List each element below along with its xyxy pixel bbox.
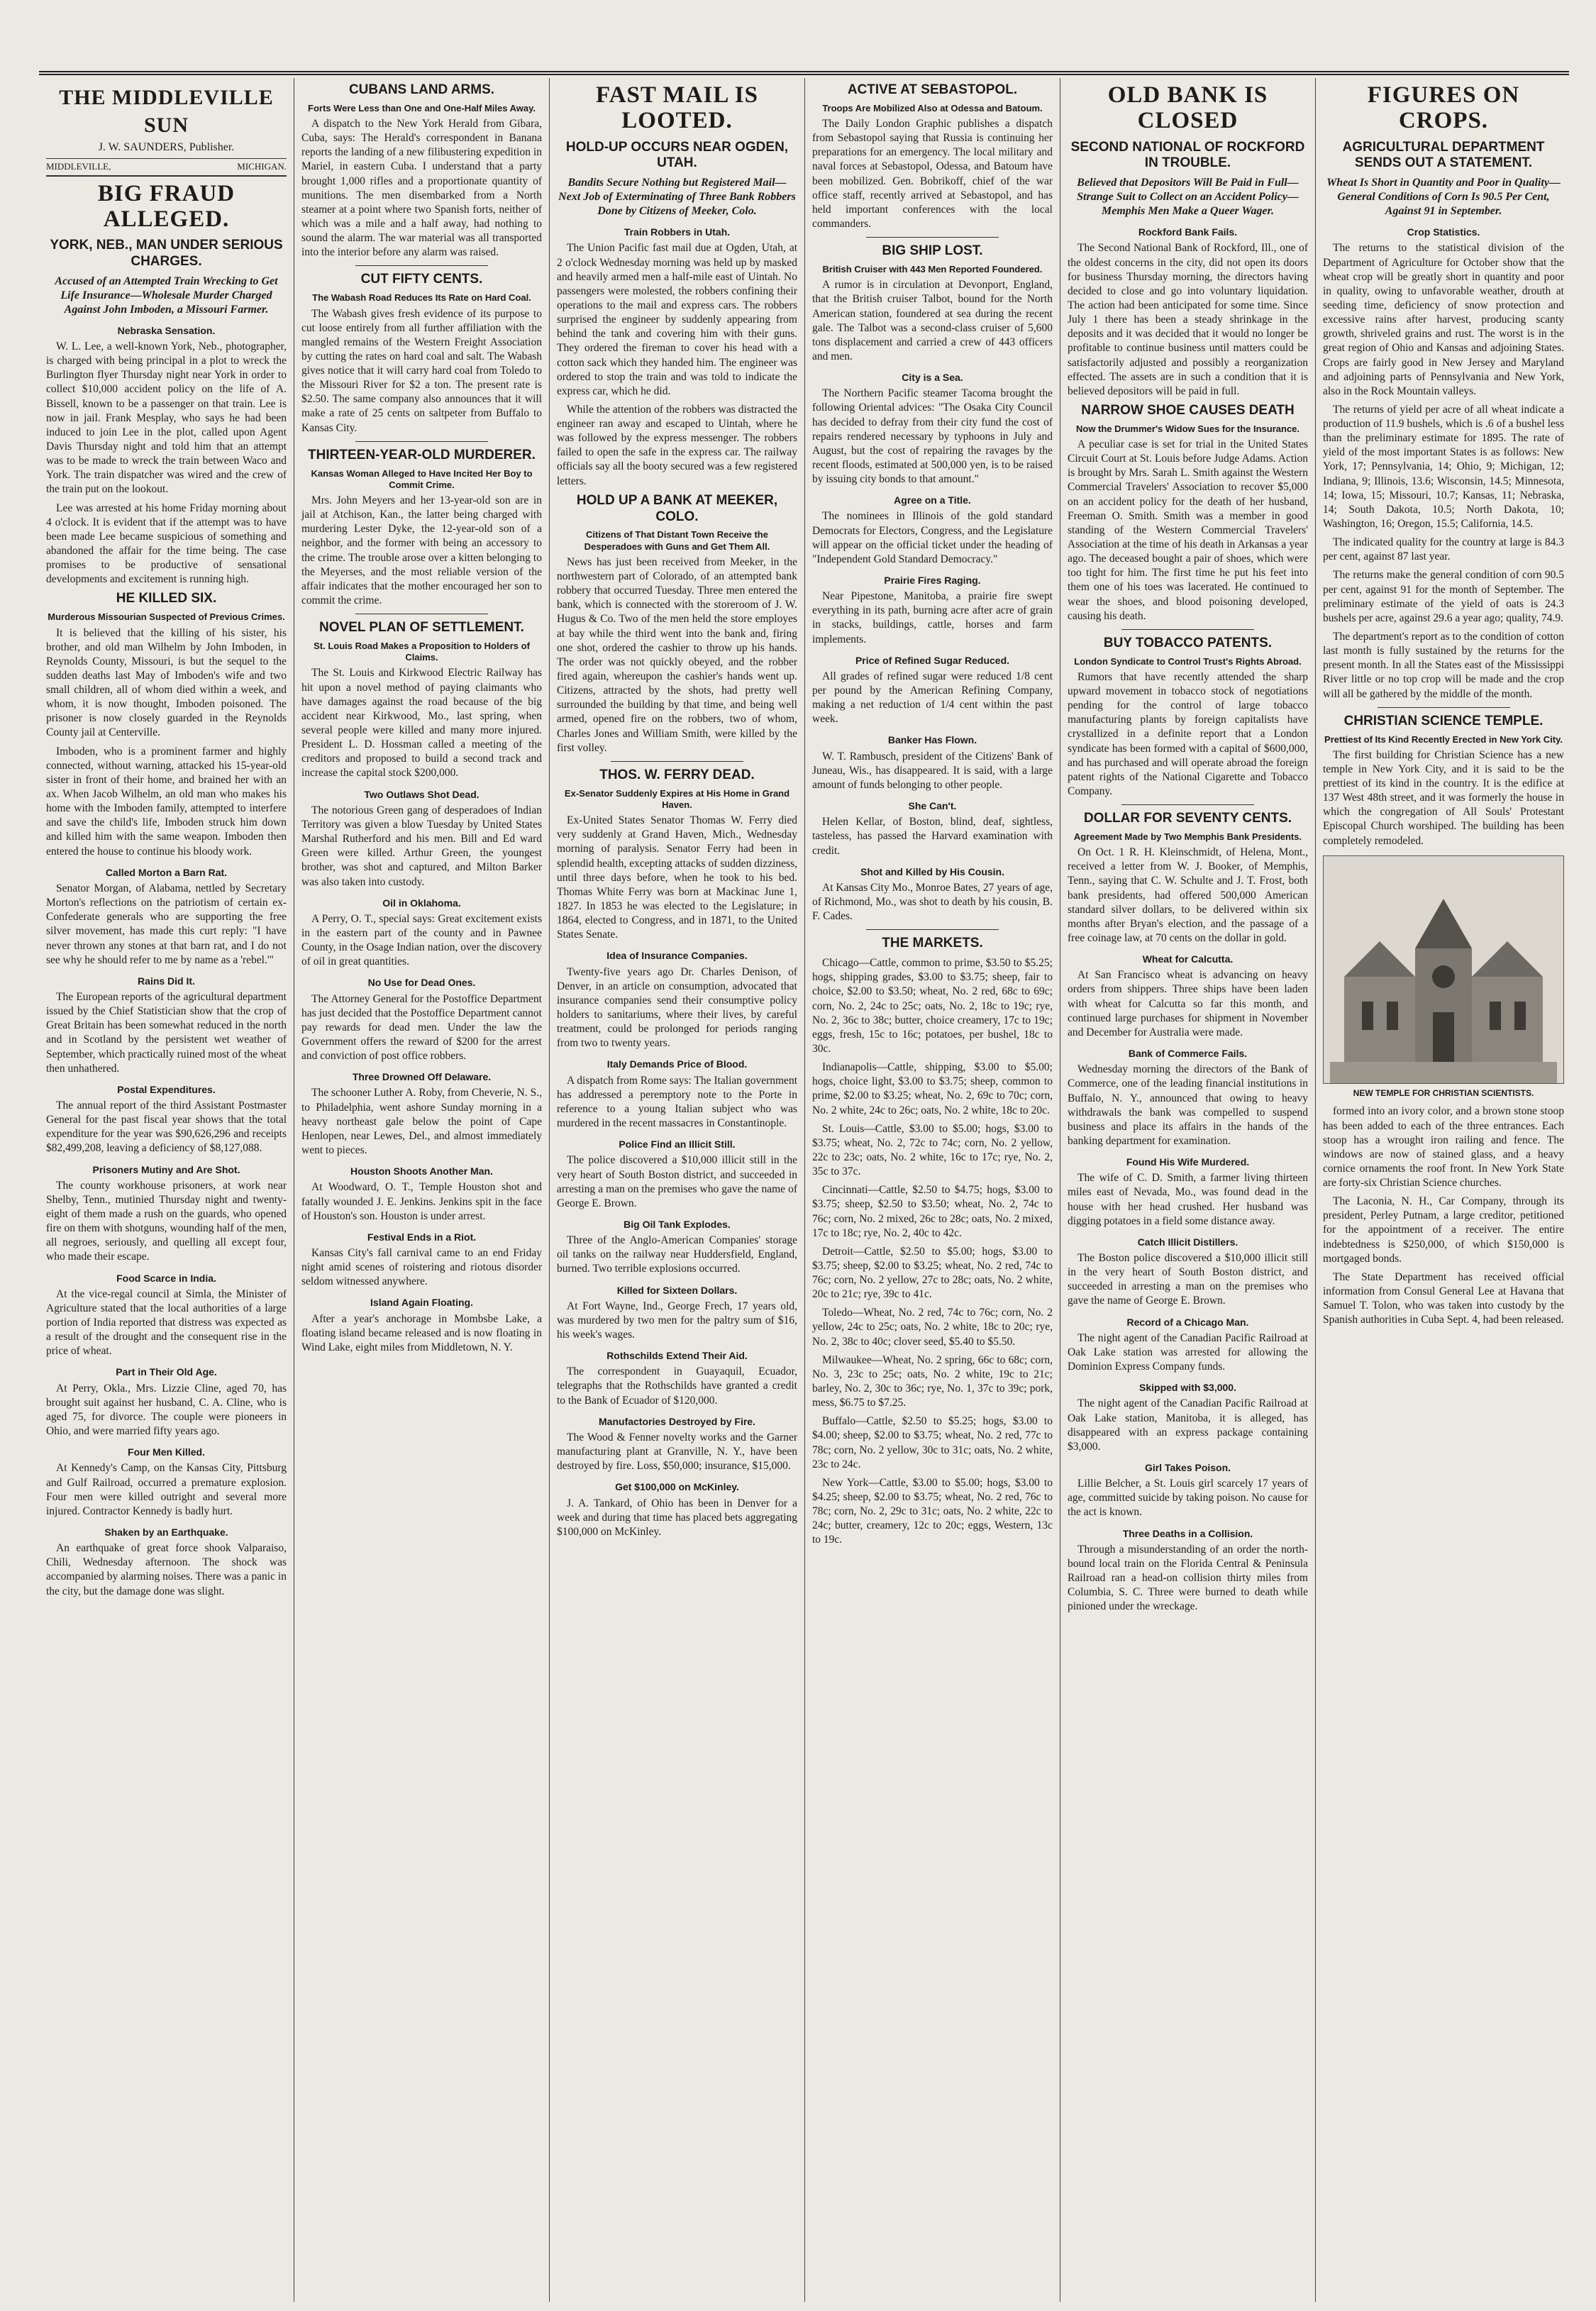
article-paragraph: Senator Morgan, of Alabama, nettled by Secretary Morton's reflections on the patriotism of certain ex-Confederate generals who are supporting the free silver movement, has made this curt reply: "I have never thrown any stones at that barn rat, and I do not see why he should refer to me by name as a 'rebel.'" [46,882,287,966]
article-paragraph: The returns of yield per acre of all wheat indicate a production of 11.9 bushels, which is .6 of a bushel less than the preliminary estimate for 1895. The rate of yield of the most important States is as follows: New York, 17; Pennsylvania, 14; Ohio, 9; Michigan, 12; Indiana, 9; Illinois, 13.6; Wisconsin, 14.5; Minnesota, 14; Iowa, 15; Missouri, 10.7; Kansas, 11; Nebraska, 14; South Dakota, 10.5; North Dakota, 10; Washington, 16; Oregon, 15.5; California, 14.5. [1323,403,1564,531]
section-deck: St. Louis Road Makes a Proposition to Holders of Claims. [314,640,530,663]
article-paragraph: Wednesday morning the directors of the Bank of Commerce, one of the leading financial institutions in Buffalo, N. Y., announced that owing to heavy withdrawals the bank was compelled to suspend business and place its affairs in the hands of the banking department for examination. [1068,1063,1308,1147]
headline: BIG FRAUD ALLEGED. [97,180,235,232]
article-paragraph: At Fort Wayne, Ind., George Frech, 17 years old, was murdered by two men for the paltry sum of $16, his week's wages. [557,1299,797,1341]
article-paragraph: W. T. Rambusch, president of the Citizens' Bank of Juneau, Wis., has disappeared. It is said, with a large amount of funds belonging to other people. [812,750,1053,791]
section-title: Rothschilds Extend Their Aid. [606,1350,748,1362]
section-deck: Ex-Senator Suddenly Expires at His Home in Grand Haven. [564,787,790,810]
columns [39,78,1571,2302]
article-paragraph: The police discovered a $10,000 illicit still in the very heart of South Boston district, and succeeded in arresting a man on the premises who gave the name of George E. Brown. [557,1154,797,1209]
section-title: Houston Shoots Another Man. [350,1165,493,1177]
dateline [46,158,287,177]
divider [1121,804,1253,805]
divider [1121,629,1253,630]
article-paragraph: The Daily London Graphic publishes a dispatch from Sebastopol saying that Russia is continuing her preparations for an emergency. The local military and naval forces at Sebastopol, Odessa, and Batoum have been mobilized. Gen. Bobrikoff, chief of the war office staff, recently arrived at Sebastopol, and has held important conferences with the local commanders. [812,118,1053,231]
article-paragraph: At the vice-regal council at Simla, the Minister of Agriculture stated that the local authorities of a large portion of India reported that distress was expected as a result of the drought and the consequent rise in the price of wheat. [46,1287,287,1358]
article-paragraph: An earthquake of great force shook Valparaiso, Chili, Wednesday afternoon. The shock was accompanied by alarming noises. There was a panic in the city, but the damage done was slight. [46,1542,287,1597]
divider [1378,707,1510,708]
top-rule [39,71,1569,75]
article-paragraph: Twenty-five years ago Dr. Charles Denison, of Denver, in an article on consumption, advocated that insurance companies send their consumptive policy holders to sanitariums, where their lives, by careful treatment, could be prolonged for periods ranging from two to twenty years. [557,965,797,1050]
section-title: Prairie Fires Raging. [884,574,981,586]
market-report: Detroit—Cattle, $2.50 to $5.00; hogs, $3.00 to $3.75; sheep, $2.00 to $3.25; wheat, No. 2 red, 74c to 76c; corn, No. 2 yellow, 27c to 28c; oats, No. 2 white, 20c to 21c; rye, 39c to 41c. [812,1245,1053,1301]
market-report: Milwaukee—Wheat, No. 2 spring, 66c to 68c; corn, No. 3, 23c to 25c; oats, No. 2 white, 19c to 21c; barley, No. 2, 30c to 36c; rye, No. 1, 37c to 39c; pork, mess, $6.75 to $7.25. [812,1353,1053,1409]
article-paragraph: While the attention of the robbers was distracted the engineer ran away and escaped to Uintah, where he was followed by the express messenger. The robbers failed to open the safe in the express car. The railway officials say all the booty secured was a few registered letters. [557,403,797,487]
divider [355,441,487,442]
section-deck: Forts Were Less than One and One-Half Miles Away. [308,102,536,113]
divider [355,265,487,266]
section-title: Big Oil Tank Explodes. [624,1218,731,1230]
section-title: Manufactories Destroyed by Fire. [599,1415,755,1427]
market-report: New York—Cattle, $3.00 to $5.00; hogs, $3.00 to $4.25; sheep, $2.00 to $3.75; wheat, No. 2 red, 76c to 78c; corn, No. 2, 29c to 31c; oats, No. 2 white, 22c to 24c; butter, creamery, 12c to 20c; eggs, Western, 13c to 19c. [812,1476,1053,1546]
article-paragraph: A rumor is in circulation at Devonport, England, that the British cruiser Talbot, bound for the North American station, foundered at sea during the recent gale. The Talbot was a second-class cruiser of 5,600 tons displacement and carried a crew of 443 officers and men. [812,279,1053,362]
section-title: Three Drowned Off Delaware. [352,1071,492,1083]
section-deck: Now the Drummer's Widow Sues for the Insurance. [1075,423,1300,434]
article-paragraph: A peculiar case is set for trial in the United States Circuit Court at St. Louis before Judge Adams. Action is brought by Mrs. Sarah L. Smith against the Western Commercial Travelers' Association to recover $5,000 on an accident policy for the death of her husband, Freeman O. Smith. Smith was a member in good standing of the Western Commercial Travelers' Association at the time of his death in Arkansas a year ago. The deceased bought a pair of shoes, which were too tight for him. The first time he put his feet into them one of his toes was lacerated. He continued to wear the shoes, and blood poisoning developed, causing his death. [1068,438,1308,622]
article-paragraph: It is believed that the killing of his sister, his brother, and old man Wilhelm by John Imboden, in Reynolds County, Missouri, is but the sequel to the sudden deaths last May of Imboden's wife and two small children, all of whom died within a week, and whom, it is now thought, Imboden poisoned. The prisoner is now closely guarded in the Reynolds County jail at Centerville. [46,626,287,739]
article-paragraph: The Northern Pacific steamer Tacoma brought the following Oriental advices: "The Osaka City Council has decided to defray from their city fund the cost of repairs rendered necessary by typhoons in July and August, but the cost of repairing the ravages by the recent floods, estimated at 500,000 yen, is to be raised by issuing city bonds to that amount." [812,387,1053,486]
section-title: Rockford Bank Fails. [1138,226,1238,238]
section-deck: Agreement Made by Two Memphis Bank Presidents. [1073,831,1302,842]
article-paragraph: Imboden, who is a prominent farmer and highly connected, without warning, attacked his 15-year-old sister in front of their home, and brained her with an ax. When Jacob Wilhelm, an old man who makes his home with the Imboden family, attempted to interfere and save the child's life, Imboden struck him down and killed him with the same weapon. Imboden then entered the house to continue his bloody work. [46,745,287,858]
article-paragraph: Lillie Belcher, a St. Louis girl scarcely 17 years of age, committed suicide by taking poison. No cause for the act is known. [1068,1478,1308,1519]
section-title: Get $100,000 on McKinley. [615,1481,739,1493]
section-title: Agree on a Title. [894,494,971,506]
section-title: Postal Expenditures. [117,1083,216,1095]
section-headline: BUY TOBACCO PATENTS. [1103,635,1273,650]
section-title: Bank of Commerce Fails. [1128,1048,1248,1060]
article-paragraph: Rumors that have recently attended the sharp upward movement in tobacco stock of negotiations pending for the control of large tobacco manufacturing plants by foreign capitalists have crystallized in a definite report that a London syndicate has been formed with a capital of $600,000, and has purchased and will operate abroad the foreign patent rights of the National Cigarette and Tobacco Company. [1068,670,1308,797]
section-headline: HOLD UP A BANK AT MEEKER, COLO. [576,492,778,524]
section-title: Nebraska Sensation. [117,324,216,336]
section-deck: Prettiest of Its Kind Recently Erected in New York City. [1324,733,1563,745]
article-paragraph: The county workhouse prisoners, at work near Shelby, Tenn., mutinied Thursday night and twenty-eight of them made a rush on the guards, who opened fire on them with shotguns, wounding half of the men, all negroes, seriously, and quelling all except four, who made their escape. [46,1179,287,1263]
section-headline: NOVEL PLAN OF SETTLEMENT. [319,620,524,636]
column-4 [805,78,1060,2302]
article-paragraph: The correspondent in Guayaquil, Ecuador, telegraphs that the Rothschilds have granted a credit to the Bank of Ecuador of $120,000. [557,1365,797,1407]
article-paragraph: formed into an ivory color, and a brown stone stoop has been added to each of the three entrances. Each stoop has a wrought iron railing and fence. The windows are now of stained glass, and a heavy cornice ornaments the roof front. In New York State are forty-six Christian Science churches. [1323,1105,1564,1190]
subhead: AGRICULTURAL DEPARTMENT SENDS OUT A STATEMENT. [1342,139,1545,171]
article-paragraph: Lee was arrested at his home Friday morning about 4 o'clock. It is evident that if the attempt was to have been made Lee became suspicious of something and abandoned the affair for the time being. The case promises to be productive of sensational developments and excitement is running high. [46,501,287,586]
article-paragraph: At Woodward, O. T., Temple Houston shot and fatally wounded J. E. Jenkins. Jenkins spit in the face of Houston's son. Houston is under arrest. [301,1181,542,1222]
article-paragraph: The notorious Green gang of desperadoes of Indian Territory was given a blow Tuesday by United States Marshal Rutherford and his men. Bill and Ed ward Green were killed. Arthur Green, the youngest brother, was shot and captured, and Milton Barker was also taken into custody. [301,804,542,888]
article-paragraph: The first building for Christian Science has a new temple in New York City, and it is said to be the prettiest of its kind in the country. It is the edifice at 137 West 48th street, and it was formerly the house in which the congregation of All Souls' Protestant Episcopal Church worshiped. The building has been completely remodeled. [1323,748,1564,847]
headline: FIGURES ON CROPS. [1367,82,1520,134]
market-report: St. Louis—Cattle, $3.00 to $5.00; hogs, $3.00 to $3.75; wheat, No. 2, 72c to 74c; corn, No. 2 yellow, 22c to 23c; oats, No. 2 white, 16c to 17c; rye, No. 2, 35c to 37c. [812,1122,1053,1178]
article-paragraph: Ex-United States Senator Thomas W. Ferry died very suddenly at Grand Haven, Mich., Wednesday morning of paralysis. Senator Ferry had been in splendid health, excepting attacks of sudden dizziness, until three days before, when he took to his bed. Thomas White Ferry was born at Mackinac June 1, 1827. In 1853 he was elected to the Legislature; in 1864, elected to Congress, and in 1871, to the United States Senate. [557,814,797,941]
article-paragraph: The schooner Luther A. Roby, from Cheverie, N. S., to Philadelphia, went ashore Sunday morning in a heavy northeast gale below the point of Cape Henlopen, near Lewes, Del., and almost immediately went to pieces. [301,1087,542,1157]
temple-illustration [1323,855,1564,1084]
article-paragraph: Near Pipestone, Manitoba, a prairie fire swept everything in its path, burning acre after acre of grain in stacks, buildings, cattle, horses and farm implements. [812,590,1053,645]
article-paragraph: The annual report of the third Assistant Postmaster General for the past fiscal year shows that the total expenditure for the year was $90,626,296 and receipts $82,499,208, leaving a deficiency of $8,127,088. [46,1099,287,1155]
article-paragraph: Kansas City's fall carnival came to an end Friday night amid scenes of roistering and riotous disorder seldom witnessed anywhere. [301,1246,542,1288]
article-paragraph: The night agent of the Canadian Pacific Railroad at Oak Lake station was arrested for allowing the Dominion Express Company funds. [1068,1331,1308,1373]
column-1 [39,78,294,2302]
article-paragraph: A Perry, O. T., special says: Great excitement exists in the eastern part of the county and in Pawnee County, in the Osage Indian nation, over the discovery of oil in great quantities. [301,912,542,968]
market-report: Cincinnati—Cattle, $2.50 to $4.75; hogs, $3.00 to $3.75; sheep, $2.50 to $3.50; wheat, No. 2, 74c to 76c; corn, No. 2 mixed, 26c to 28c; oats, No. 2 mixed, 17c to 18c; rye, No. 2, 40c to 42c. [812,1184,1053,1239]
section-title: Wheat for Calcutta. [1142,953,1234,965]
section-title: Rains Did It. [138,975,195,987]
article-paragraph: At San Francisco wheat is advancing on heavy orders from shippers. Three ships have been laden with wheat for Calcutta so far this month, and continued large purchases for shipment in November and December for Australia were made. [1068,969,1308,1038]
divider [866,929,998,930]
section-headline: CUBANS LAND ARMS. [348,82,495,97]
article-paragraph: Three of the Anglo-American Companies' storage oil tanks on the railway near Huddersfield, England, burned. Two terrible explosions occurred. [557,1234,797,1275]
section-title: Oil in Oklahoma. [382,897,461,909]
article-paragraph: At Perry, Okla., Mrs. Lizzie Cline, aged 70, has brought suit against her husband, C. A. Cline, who is aged 75, for divorce. The couple were pioneers in Ohio, and were married fifty years ago. [46,1382,287,1438]
divider [611,761,743,762]
section-title: No Use for Dead Ones. [367,977,476,989]
section-title: Idea of Insurance Companies. [606,950,748,962]
section-title: Three Deaths in a Collision. [1122,1527,1253,1539]
section-title: Killed for Sixteen Dollars. [616,1284,738,1296]
section-title: Shot and Killed by His Cousin. [860,865,1004,877]
section-title: Catch Illicit Distillers. [1137,1236,1238,1248]
deck: Wheat Is Short in Quantity and Poor in Quality—General Conditions of Corn Is 90.5 Per Cent, Against 91 in September. [1326,177,1561,218]
article-paragraph: The indicated quality for the country at large is 84.3 per cent, against 87 last year. [1323,536,1564,563]
section-title: Festival Ends in a Riot. [367,1231,477,1243]
article-paragraph: The Boston police discovered a $10,000 illicit still in the very heart of South Boston district, and succeeded in arresting a man on the premises who gave the name of George E. Brown. [1068,1252,1308,1307]
section-title: Found His Wife Murdered. [1126,1156,1250,1168]
column-3 [550,78,805,2302]
section-headline: CHRISTIAN SCIENCE TEMPLE. [1343,713,1544,728]
article-paragraph: A dispatch from Rome says: The Italian government has addressed a peremptory note to the Porte in reference to a young Italian subject who was murdered in the recent massacres in Constantinople. [557,1074,797,1130]
state: MICHIGAN. [237,160,287,172]
section-deck: Kansas Woman Alleged to Have Incited Her Boy to Commit Crime. [311,467,533,490]
article-paragraph: The Wabash gives fresh evidence of its purpose to cut loose entirely from all further affiliation with the mangled remains of the Western Freight Association by cutting the rates on hard coal and salt. The Wabash gives notice that it will carry hard coal from Toledo to the Missouri River for $2 a ton. The present rate is $2.50. The same company also announces that it will make a rate of 25 cents on saltpeter from Buffalo to Kansas City. [301,307,542,434]
publisher-line: J. W. SAUNDERS, Publisher. [98,141,235,153]
section-headline: BIG SHIP LOST. [882,243,983,259]
illustration-caption: NEW TEMPLE FOR CHRISTIAN SCIENTISTS. [1353,1087,1534,1098]
article-paragraph: Through a misunderstanding of an order the north-bound local train on the Florida Central & Peninsula Railroad ran a head-on collision thirty miles from Columbia, S. C. Three were burned to death while pinioned under the wreckage. [1068,1543,1308,1613]
church-drawing [1330,870,1557,1083]
town: MIDDLEVILLE, [46,160,111,172]
section-headline: ACTIVE AT SEBASTOPOL. [847,82,1018,97]
section-title: Called Morton a Barn Rat. [105,866,228,878]
article-paragraph: Helen Kellar, of Boston, blind, deaf, sightless, tasteless, has passed the Harvard examination with credit. [812,816,1053,857]
section-title: Banker Has Flown. [887,734,977,746]
section-deck: London Syndicate to Control Trust's Rights Abroad. [1074,655,1302,667]
section-title: Prisoners Mutiny and Are Shot. [92,1163,240,1175]
article-paragraph: The returns make the general condition of corn 90.5 per cent, against 91 for the month of September. The preliminary estimate of the yield of oats is 24.3 bushels per acre, against 29.6 a year ago; quality, 74.9. [1323,569,1564,624]
section-title: Price of Refined Sugar Reduced. [855,654,1010,666]
article-paragraph: The Wood & Fenner novelty works and the Garner manufacturing plant at Granville, N. Y., have been destroyed by fire. Loss, $50,000; insurance, $15,000. [557,1431,797,1473]
section-title: Record of a Chicago Man. [1126,1316,1249,1328]
divider [866,237,998,238]
section-headline: DOLLAR FOR SEVENTY CENTS. [1083,811,1292,826]
section-title: Food Scarce in India. [116,1272,216,1284]
article-paragraph: W. L. Lee, a well-known York, Neb., photographer, is charged with being principal in a plot to wreck the Burlington flyer Thursday night near York in order to collect $10,000 accident policy on the life of A. Bissell, known to be a passenger on that train. Lee is now in jail. Frank Mesplay, who says he had been induced to join Lee in the plot, called upon Agent Davis Thursday night and told him that an attempt was to be made to wreck the train between Waco and York. The train dispatcher was wired and the crew of the train put on the lookout. [46,340,287,496]
section-title: City is a Sea. [902,372,963,384]
column-5 [1060,78,1316,2302]
column-2 [294,78,550,2302]
article-paragraph: The department's report as to the condition of cotton last month is fully sustained by the returns for the present month. In all the States east of the Mississippi River little or no top crop will be made and the crop will all be gathered by the middle of the month. [1323,631,1564,700]
article-paragraph: A dispatch to the New York Herald from Gibara, Cuba, says: The Herald's correspondent in Banana reports the landing of a new filibustering expedition in Mariel, in eastern Cuba. I understand that a party brought 1,000 rifles and a proportionate quantity of munitions. The men disembarked from a North steamer at a point where two Spanish forts, neither of which was a mile and a half away, had nothing to sound the alarm. The war material was all transported into the interior before any alarm was raised. [301,118,542,259]
article-paragraph: The State Department has received official information from Consul General Lee at Havana that Samuel T. Tolon, who was taken into custody by the Spanish authorities in Cuba Sept. 4, had been released. [1323,1270,1564,1326]
masthead-title: THE MIDDLEVILLE SUN [59,86,274,137]
section-headline: CUT FIFTY CENTS. [360,272,483,287]
subhead: HOLD-UP OCCURS NEAR OGDEN, UTAH. [565,139,789,171]
section-deck: British Cruiser with 443 Men Reported Foundered. [822,263,1043,275]
article-paragraph: The Second National Bank of Rockford, Ill., one of the oldest concerns in the city, did not open its doors for business Thursday morning, the directors having decided to close and go into voluntary liquidation. The action had been anticipated for some time. Since July 1 there has been a steady shrinkage in the deposits and it was decided that it would no longer be profitable to continue business until matters could be satisfactorily adjusted and possibly a reorganization effected. The assets are in such a condition that it is believed depositors will be paid in full. [1068,242,1308,397]
market-report: Buffalo—Cattle, $2.50 to $5.25; hogs, $3.00 to $4.00; sheep, $2.00 to $3.75; wheat, No. 2 red, 77c to 78c; corn, No. 2 yellow, 30c to 31c; oats, No. 2 white, 23c to 24c. [812,1415,1053,1470]
deck: Believed that Depositors Will Be Paid in Full—Strange Suit to Collect on an Accident Policy—Memphis Men Make a Queer Wager. [1077,177,1299,218]
section-deck: Citizens of That Distant Town Receive the Desperadoes with Guns and Get Them All. [584,529,770,552]
article-paragraph: Mrs. John Meyers and her 13-year-old son are in jail at Atchison, Kan., the latter being charged with murdering Lester Dyke, the 12-year-old son of a neighbor, and the former with being an accessory to the crime. The trouble arose over a kitten belonging to the Meyerses, and the most reliable version of the affair indicates that the mother encouraged her son to commit the crime. [301,494,542,607]
section-headline: NARROW SHOE CAUSES DEATH [1081,402,1295,418]
column-6 [1316,78,1571,2302]
article-paragraph: The night agent of the Canadian Pacific Railroad at Oak Lake station, Manitoba, it is alleged, has disappeared with an express package containing $3,000. [1068,1397,1308,1453]
market-report: Toledo—Wheat, No. 2 red, 74c to 76c; corn, No. 2 yellow, 24c to 25c; oats, No. 2 white, 18c to 20c; rye, No. 2, 38c to 40c; clover seed, $5.40 to $5.50. [812,1307,1053,1348]
section-deck: Murderous Missourian Suspected of Previous Crimes. [48,611,285,623]
section-title: Police Find an Illicit Still. [619,1138,736,1151]
subhead: YORK, NEB., MAN UNDER SERIOUS CHARGES. [50,238,283,270]
article-paragraph: The Laconia, N. H., Car Company, through its president, Perley Putnam, a large creditor, petitioned for the appointment of a receiver. The entire indebtedness is $250,000, of which $150,000 is mortgaged bonds. [1323,1195,1564,1265]
markets-title: THE MARKETS. [882,936,983,951]
article-paragraph: The wife of C. D. Smith, a farmer living thirteen miles east of Nevada, Mo., was found dead in the house with her head crushed. Her husband was digging potatoes in a field some distance away. [1068,1172,1308,1227]
section-title: Shaken by an Earthquake. [104,1526,228,1538]
section-deck: The Wabash Road Reduces Its Rate on Hard Coal. [312,292,531,304]
section-title: Italy Demands Price of Blood. [606,1058,748,1070]
deck: Accused of an Attempted Train Wrecking to Get Life Insurance—Wholesale Murder Charged Against John Imboden, a Missouri Farmer. [55,275,278,316]
section-title: Train Robbers in Utah. [624,226,731,238]
article-paragraph: The Union Pacific fast mail due at Ogden, Utah, at 2 o'clock Wednesday morning was held up by masked and heavily armed men a half-mile east of Uintah. No passengers were molested, the robbers confining their operations to the mail and express cars. The robbers surprised the engineer by suddenly appearing from behind the tank and covering him with their guns. They ordered the fireman to cover his head with a cotton sack which they handed him. The engineer was ordered to stop the train and was told to indicate the express car, which he did. [557,242,797,397]
article-paragraph: On Oct. 1 R. H. Kleinschmidt, of Helena, Mont., received a letter from W. J. Booker, of Memphis, Tenn., saying that C. W. Schulte and J. T. Frost, both bank presidents, had offered 500,000 American standard silver dollars, to be delivered within six months after Bryan's election, and the passage of a free coinage law, at 70 cents on the dollar in gold. [1068,846,1308,944]
market-report: Chicago—Cattle, common to prime, $3.50 to $5.25; hogs, shipping grades, $3.00 to $3.75; sheep, fair to choice, $2.00 to $3.50; wheat, No. 2 red, 68c to 69c; corn, No. 2, 24c to 25c; oats, No. 2, 18c to 19c; rye, No. 2, 36c to 38c; butter, choice creamery, 17c to 19c; eggs, fresh, 15c to 16c; potatoes, per bushel, 18c to 30c. [812,957,1053,1055]
article-paragraph: At Kennedy's Camp, on the Kansas City, Pittsburg and Gulf Railroad, occurred a premature explosion. Four men were killed outright and several more injured. Contractor Kennedy is badly hurt. [46,1462,287,1517]
market-report: Indianapolis—Cattle, shipping, $3.00 to $5.00; hogs, choice light, $3.00 to $3.75; sheep, common to prime, $2.00 to $3.25; wheat, No. 2, 69c to 70c; corn, No. 2 white, 24c to 26c; oats, No. 2 white, 18c to 20c. [812,1061,1053,1116]
article-paragraph: J. A. Tankard, of Ohio has been in Denver for a week and during that time has placed bets aggregating $100,000 on McKinley. [557,1497,797,1538]
section-title: Skipped with $3,000. [1139,1382,1236,1394]
section-title: Four Men Killed. [128,1446,205,1458]
headline: OLD BANK IS CLOSED [1107,82,1268,134]
subhead: SECOND NATIONAL OF ROCKFORD IN TROUBLE. [1070,139,1305,171]
article-paragraph: News has just been received from Meeker, in the northwestern part of Colorado, of an attempted bank robbery that occurred Tuesday. Three men entered the bank, which is connected with the storeroom of J. W. Hugus & Co. Two of the men held the store employes at bay while the third went into the bank and, firing one shot, ordered the cashier to throw up his hands. The order was not quickly obeyed, and the robber fired again, whereupon the cashier's hands went up. Citizens, attracted by the shots, had pretty well surrounded the building by that time, and being well armed, opened fire on the robbers, two of whom, Charles Jones and William Smith, were killed by the first volley. [557,555,797,754]
article-paragraph: At Kansas City Mo., Monroe Bates, 27 years of age, of Richmond, Mo., was shot to death by his cousin, B. F. Cades. [812,881,1053,923]
article-paragraph: After a year's anchorage in Mombsbe Lake, a floating island became released and is now floating in Wind Lake, eight miles from Middletown, N. Y. [301,1312,542,1353]
section-headline: THIRTEEN-YEAR-OLD MURDERER. [308,447,536,462]
section-deck: Troops Are Mobilized Also at Odessa and Batoum. [822,102,1043,113]
article-paragraph: The European reports of the agricultural department issued by the Chief Statistician show that the crop of Great Britain has been somewhat reduced in the north and in Scotland by the persistent wet weather of September, which practically ruined most of the wheat then unhathered. [46,990,287,1075]
section-title: Two Outlaws Shot Dead. [364,788,480,800]
section-headline: THOS. W. FERRY DEAD. [599,767,755,782]
section-headline: HE KILLED SIX. [116,591,217,606]
headline: FAST MAIL IS LOOTED. [595,82,758,134]
article-paragraph: The nominees in Illinois of the gold standard Democrats for Electors, Congress, and the Legislature will appear on the official ticket under the heading of "Independent Gold Standard Democracy." [812,510,1053,565]
article-paragraph: The Attorney General for the Postoffice Department has just decided that the Postoffice Department cannot pay rewards for dead men. Under the law the Government offers the reward of $200 for the arrest and conviction of post office robbers. [301,992,542,1063]
section-title: Girl Takes Poison. [1144,1461,1231,1473]
section-title: She Can't. [908,800,957,812]
article-paragraph: The returns to the statistical division of the Department of Agriculture for October show that the wheat crop will be greatly short in quantity and poor in quality, owing to unfavorable weather, drouth at seeding time, deficiency of snow protection and excessive rains after harvest, producing scanty growth, shriveled grains and rust. The worst is in the great region of Ohio and Kansas and adjoining States. Crops are fairly good in New Jersey and Maryland and adjoining parts of Pennsylvania and New York, also in the Rock Mountain valleys. [1323,242,1564,397]
section-title: Part in Their Old Age. [116,1366,217,1378]
section-title: Island Again Floating. [370,1297,473,1309]
article-paragraph: The St. Louis and Kirkwood Electric Railway has hit upon a novel method of paying claimants who have damages against the road because of the big accident near Kirkwood, Mo., last spring, when several people were killed and many more injured. President L. D. Hossman called a meeting of the creditors and proposed to build a second track and increase the capital stock $200,000. [301,667,542,780]
article-paragraph: All grades of refined sugar were reduced 1/8 cent per pound by the American Refining Company, making a net reduction of 1/4 cent within the past week. [812,670,1053,726]
section-title: Crop Statistics. [1407,226,1480,238]
deck: Bandits Secure Nothing but Registered Mail—Next Job of Exterminating of Three Bank Robbers Done by Citizens of Meeker, Colo. [558,177,796,218]
